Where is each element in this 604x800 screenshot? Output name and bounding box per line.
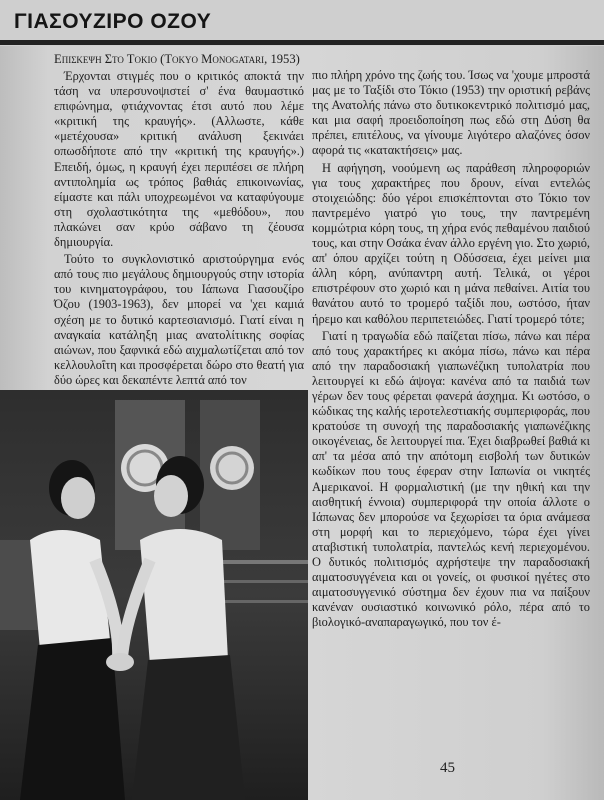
left-column bbox=[54, 52, 304, 388]
paragraph: πιο πλήρη χρόνο της ζωής του. Ίσως να 'χουμε μπροστά μας με το Ταξίδι στο Τόκιο (1953) την οριστική ρεβάνς της Ανατολής πάνω στο δυτικοκεντρικό πολιτισμό μας, και μια σαφή προειδοποίηση πως εδώ στη Δύση θα πρέπει, επιτέλους, να γίνουμε λιγότερο αλαζόνες όσον αφορά τις «κατακτήσεις» μας. bbox=[312, 68, 590, 158]
paragraph: Γιατί η τραγωδία εδώ παίζεται πίσω, πάνω και πέρα από τους χαρακτήρες κι ακόμα πίσω, πάνω και πέρα από την παραδοσιακή γιαπωνέζικη τυπολατρία που λειτουργεί κι εδώ άψογα: κανένα από τα παιδιά των γέρων δεν τους φέρεται φανερά άσχημα. Κι ωστόσο, ο κώδικας της καλής ιεροτελεστιακής συμπεριφοράς, που κρατούσε τη συνοχή της παραδοσιακής γιαπωνέζικης οικογένειας, δε λειτουργεί πια. Έχει διαβρωθεί βαθιά κι απ' τα μέσα από την απότομη εισβολή των δυτικών κωδίκων που τους έφεραν στην Ιαπωνία οι νικητές Αμερικανοί. Η φορμαλιστική (με την ηθική και την αισθητική έννοια) συμπεριφορά την οποία άλλοτε ο Ιάπωνας δεν μπορούσε να ξεχωρίσει τα όρια ανάμεσα στη μορφή και το περιεχόμενο, τώρα έχει γίνει αταβιστική τυπολατρία, παντελώς κενή περιεχομένου. Ο δυτικός πολιτισμός αχρήστεψε την παραδοσιακή αιματοσυγγένεια και οι γονείς, οι φυσικοί ηγέτες στο αιματοσυγγενικό σύστημα δεν έχουν πια να παίξουν κανέναν ουσιαστικό κοινωνικό ρόλο, πέρα από το βιολογικό-αναπαραγωγικό, που τον έ- bbox=[312, 328, 590, 630]
paragraph: Έρχονται στιγμές που ο κριτικός αποκτά την τάση να υπερσυνοψιστεί σ' ένα θαυμαστικό επιφώνημα, φτιάχνοντας έτσι αυτό που λέμε «κριτική της κραυγής». (Αλλωστε, κάθε «μετέχουσα» κριτική ανάλυση ξεκινάει οπωσδήποτε από την «κριτική της κραυγής».) Επειδή, όμως, η κραυγή έχει περιπέσει σε πλήρη αντιπολημία ως τρόπος βαθιάς επικοινωνίας, είμαστε και πάλι υποχρεωμένοι να καταφύγουμε στη σχολαστικότητα της «μεθόδου», που πλακώνει σαν κρύο σάβανο τη ζέουσα δημιουργία. bbox=[54, 69, 304, 250]
paragraph: Η αφήγηση, νοούμενη ως παράθεση πληροφοριών για τους χαρακτήρες που δρουν, είναι εντελώς στοιχειώδης: δύο γέροι επισκέπτονται στο Τόκιο τον παντρεμένο γιατρό γιο τους, την παντρεμένη κομμώτρια κόρη τους, τη χήρα ενός πεθαμένου παιδιού τους, και στην Οσάκα έναν άλλο εργένη γιο. Στο χωριό, απ' όπου αρχίζει τούτη η Οδύσσεια, έχει μείνει μια άλλη κόρη, ανύπαντρη αυτή. Τελικά, οι γέροι επιστρέφουν στο χωριό και η μάνα πεθαίνει. Αιτία του θανάτου αυτό το τρομερό ταξίδι που, ωστόσο, ήταν ήρεμο και καθόλου περιπετειώδες. Γιατί τρομερό τότε; bbox=[312, 160, 590, 326]
chapter-title: ΓΙΑΣΟΥΖΙΡΟ ΟΖΟΥ bbox=[14, 10, 212, 33]
right-column bbox=[312, 68, 590, 630]
page-number: 45 bbox=[440, 760, 455, 776]
film-still-photo bbox=[0, 390, 308, 800]
chapter-header bbox=[0, 0, 604, 46]
header-rule bbox=[0, 40, 604, 45]
article-heading: Επισκεψη Στο Τοκιο (Tokyo Monogatari, 1953) bbox=[54, 52, 300, 66]
paragraph: Τούτο το συγκλονιστικό αριστούργημα ενός από τους πιο μεγάλους δημιουργούς στην ιστορία του κινηματογράφου, του Ιάπωνα Γιασουζίρο Όζου (1903-1963), δεν μπορεί να 'χει καμιά σχέση με το δυτικό καρτεσιανισμό. Γιατί είναι η αναγκαία κατάληξη μιας ανατολίτικης σοφίας αιώνων, που ξαφνικά εδώ αιχμαλωτίζεται από τον κελλουλοΐτη και προσφέρεται δώρο στο θεατή για δύο ώρες και δεκαπέντε λεπτά από τον bbox=[54, 252, 304, 387]
